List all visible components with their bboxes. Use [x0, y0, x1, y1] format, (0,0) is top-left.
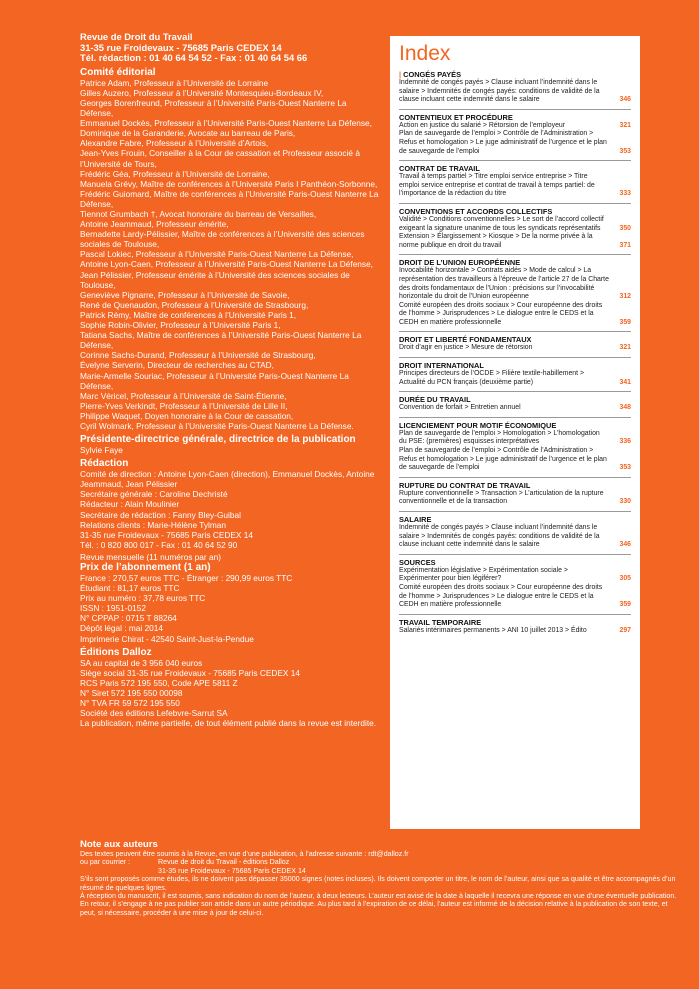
index-entry: [399, 627, 631, 636]
index-entry-text: Action en justice du salarié > Rétorsion de l’employeur: [399, 121, 566, 129]
redaction-list: [80, 469, 380, 550]
comite-member: Marie-Armelle Souriac, Professeur à l’Université Paris-Ouest Nanterre La Défense,: [80, 370, 349, 391]
courier-line: Revue de droit du Travail - éditions Dalloz: [158, 858, 290, 867]
courier-line: 31-35 rue Froidevaux - 75685 Paris CEDEX 14: [158, 866, 306, 875]
index-entry-text: Plan de sauvegarde de l’emploi > Contrôle de l’Administration > Refus et homologation > Le juge administratif de l’urgence et le plan de sauvegarde de l’emploi: [399, 447, 607, 472]
abonnement-heading: Prix de l’abonnement (1 an): [80, 562, 211, 573]
editions-line: RCS Paris 572 195 550, Code APE 5811 Z: [80, 677, 238, 688]
index-section-title: [399, 481, 631, 490]
editions-line: Siège social 31-35 rue Froidevaux - 75685 Paris CEDEX 14: [80, 667, 300, 678]
index-entry-page: 346: [619, 96, 631, 104]
comite-member: René de Quenaudon, Professeur à l’Université de Strasbourg,: [80, 299, 309, 310]
comite-member: Frédéric Géa, Professeur à l’Université de Lorraine,: [80, 168, 270, 179]
index-section-title-text: CONGÉS PAYÉS: [403, 70, 462, 79]
comite-member: Patrick Rémy, Maître de conférences à l’Université Paris 1,: [80, 309, 297, 320]
index-entry-page: 359: [619, 318, 631, 326]
abonnement-line: ISSN : 1951-0152: [80, 603, 146, 614]
index-entry-text: Validité > Conditions conventionnelles > Le sort de l’accord collectif exigeant la signature unanime de tous les syndicats représentatifs: [399, 215, 604, 232]
comite-member: Bernadette Lardy-Pélissier, Maître de conférences à l’Université des sciences sociales de Toulouse,: [80, 229, 365, 250]
index-section-title: [399, 258, 631, 267]
comite-member: Jean-Yves Frouin, Conseiller à la Cour de cassation et Professeur associé à l’Université de Tours,: [80, 148, 360, 169]
comite-member: Marc Véricel, Professeur à l’Université de Saint-Étienne,: [80, 390, 287, 401]
index-title: Index: [399, 42, 451, 65]
index-entry: [399, 173, 631, 199]
editions-list: [80, 658, 380, 729]
index-entry-text: Comité européen des droits sociaux > Cour européenne des droits de l’homme > Jurisprudences > Le dialogue entre le CEDS et la CEDH en matière professionnelle: [399, 301, 603, 326]
index-section-title-text: CONVENTIONS ET ACCORDS COLLECTIFS: [399, 206, 553, 216]
redaction-line: Comité de direction : Antoine Lyon-Caen (direction), Emmanuel Dockès, Antoine Jeammaud, Jean Pélissier: [80, 469, 375, 490]
index-entry-page: 305: [619, 575, 631, 583]
comite-heading: Comité éditorial: [80, 66, 156, 78]
abonnement-line: Prix au numéro : 37,78 euros TTC: [80, 593, 206, 604]
index-entry-page: 336: [619, 438, 631, 446]
comite-list: [80, 78, 380, 431]
editions-heading: Éditions Dalloz: [80, 646, 152, 658]
index-section-title-text: CONTENTIEUX ET PROCÉDURE: [399, 112, 513, 122]
index-section: [399, 160, 631, 199]
index-section-title-text: DURÉE DU TRAVAIL: [399, 395, 471, 405]
comite-member: Antoine Lyon-Caen, Professeur à l’Université Paris-Ouest Nanterre La Défense,: [80, 259, 373, 270]
index-section-title-text: CONTRAT DE TRAVAIL: [399, 164, 480, 174]
comite-member: Dominique de la Garanderie, Avocate au barreau de Paris,: [80, 128, 296, 139]
index-section: [399, 203, 631, 250]
index-entry-page: 333: [619, 190, 631, 198]
index-section-title: [399, 515, 631, 524]
index-entry-page: 353: [619, 147, 631, 155]
courier-label: ou par courrier :: [80, 858, 131, 867]
colophon: [80, 32, 380, 728]
index-section-title: [399, 70, 631, 79]
notes-courier: [80, 858, 680, 875]
comite-member: Frédéric Guiomard, Maître de conférences à l’Université Paris-Ouest Nanterre La Défense,: [80, 188, 379, 209]
index-entry: [399, 584, 631, 610]
index-section-title: [399, 395, 631, 404]
abonnement-line: France : 270,57 euros TTC - Étranger : 290,99 euros TTC: [80, 573, 293, 583]
comite-member: Emmanuel Dockès, Professeur à l’Université Paris-Ouest Nanterre La Défense,: [80, 118, 372, 129]
index-section: [399, 391, 631, 413]
index-section-title: [399, 558, 631, 567]
index-section-title-text: LICENCIEMENT POUR MOTIF ÉCONOMIQUE: [399, 420, 557, 430]
index-entry: [399, 130, 631, 156]
index-entry: [399, 524, 631, 550]
comite-member: Geneviève Pignarre, Professeur à l’Université de Savoie,: [80, 289, 290, 300]
comite-member: Évelyne Serverin, Directeur de recherches au CTAD,: [80, 360, 274, 371]
index-section-title: [399, 335, 631, 344]
editions-line: Société des éditions Lefebvre-Sarrut SA: [80, 708, 228, 719]
redaction-line: Relations clients : Marie-Hélène Tylman: [80, 519, 227, 530]
redaction-line: Rédacteur : Alain Moulinier: [80, 499, 180, 510]
index-section-title-text: DROIT DE L’UNION EUROPÉENNE: [399, 258, 521, 268]
abonnement-line: Dépôt légal : mai 2014: [80, 623, 164, 634]
index-entry: [399, 344, 631, 353]
comite-member: Philippe Waquet, Doyen honoraire à la Cour de cassation,: [80, 410, 294, 421]
abonnement-list: [80, 573, 380, 644]
index-entry: [399, 302, 631, 328]
editions-line: SA au capital de 3 956 040 euros: [80, 657, 203, 668]
index-section-title-text: SALAIRE: [399, 515, 432, 524]
index-entry-page: 297: [619, 626, 631, 634]
redaction-heading: Rédaction: [80, 458, 129, 470]
index-section-title: [399, 113, 631, 122]
comite-member: Tatiana Sachs, Maître de conférences à l’Université Paris-Ouest Nanterre La Défense,: [80, 330, 362, 351]
index-sections: [399, 70, 631, 635]
notes-para-2: À réception du manuscrit, il est soumis, sans indication du nom de l’auteur, à deux lecteurs. L’auteur est avisé de la date à laquelle il recevra une réponse en vue d’une éventuelle publication. En retour, il s’engage à ne pas publier son article dans un autre périodique. Au plus tard à l’expiration de ce délai, l’auteur est informé de la décision relative à la publication de son texte, et peut, si nécessaire, procéder à une mise à jour de celui-ci.: [80, 892, 677, 917]
comite-member: Corinne Sachs-Durand, Professeur à l’Université de Strasbourg,: [80, 350, 316, 361]
index-section-title-text: TRAVAIL TEMPORAIRE: [399, 617, 482, 627]
comite-member: Antoine Jeammaud, Professeur émérite,: [80, 219, 229, 230]
index-entry-page: 350: [619, 224, 631, 232]
index-entry: [399, 490, 631, 507]
masthead-phone: Tél. rédaction : 01 40 64 54 52 - Fax : 01 40 64 54 66: [80, 52, 308, 64]
presidente-heading: Présidente-directrice générale, directrice de la publication: [80, 434, 356, 446]
index-marker-icon: |: [399, 70, 404, 79]
abonnement-line: N° CPPAP : 0715 T 88264: [80, 613, 177, 624]
index-entry-text: Salariés intérimaires permanents > ANI 10 juillet 2013 > Édito: [399, 626, 587, 634]
abonnement-line: Étudiant : 81,17 euros TTC: [80, 583, 180, 594]
index-entry-text: Convention de forfait > Entretien annuel: [399, 404, 521, 412]
abonnement-intro: Revue mensuelle (11 numéros par an): [80, 551, 221, 562]
index-section-title: [399, 421, 631, 430]
index-entry-page: 346: [619, 541, 631, 549]
index-entry-page: 359: [619, 601, 631, 609]
note-aux-auteurs: [80, 839, 680, 917]
index-entry: [399, 122, 631, 131]
index-entry: [399, 79, 631, 105]
index-section-title: [399, 618, 631, 627]
index-entry-text: Plan de sauvegarde de l’emploi > Contrôle de l’Administration > Refus et homologation > Le juge administratif de l’urgence et le plan de sauvegarde de l’emploi: [399, 130, 607, 155]
comite-member: Sophie Robin-Olivier, Professeur à l’Université Paris 1,: [80, 320, 281, 331]
comite-member: Alexandre Fabre, Professeur à l’Université d’Artois,: [80, 138, 269, 149]
index-entry-text: Indemnité de congés payés > Clause incluant l’indemnité dans le salaire > Indemnités de congés payés: conditions de validité de la clause incluant cette indemnité dans le salaire: [399, 524, 600, 549]
comite-member: Patrice Adam, Professeur à l’Université de Lorraine: [80, 77, 269, 88]
redaction-line: 31-35 rue Froidevaux - 75685 Paris CEDEX 14: [80, 529, 253, 540]
index-entry-text: Principes directeurs de l’OCDE > Filière textile-habillement > Actualité du PCN français (deuxième partie): [399, 370, 584, 386]
masthead-title: Revue de Droit du Travail: [80, 31, 193, 42]
index-section: [399, 331, 631, 353]
abonnement-line: Imprimerie Chirat - 42540 Saint-Just-la-Pendue: [80, 633, 254, 644]
index-entry: [399, 447, 631, 473]
index-section: [399, 554, 631, 610]
index-entry-text: Extension > Élargissement > Kiosque > De la norme privée à la norme publique en droit du travail: [399, 233, 593, 249]
editions-line: La publication, même partielle, de tout élément publié dans la revue est interdite.: [80, 718, 377, 729]
comite-member: Pascal Lokiec, Professeur à l’Université Paris-Ouest Nanterre La Défense,: [80, 249, 354, 260]
index-section: [399, 511, 631, 550]
index-entry: [399, 267, 631, 301]
comite-member: Tiennot Grumbach †, Avocat honoraire du barreau de Versailles,: [80, 209, 317, 219]
redaction-line: Secrétaire de rédaction : Fanny Bley-Guibal: [80, 509, 241, 520]
index-entry-page: 341: [619, 378, 631, 386]
editions-line: N° TVA FR 59 572 195 550: [80, 698, 180, 709]
index-section: [399, 357, 631, 387]
index-section: [399, 70, 631, 105]
index-panel: [390, 36, 640, 829]
index-entry-page: 353: [619, 464, 631, 472]
index-section: [399, 254, 631, 327]
index-section-title: [399, 361, 631, 370]
comite-member: Georges Borenfreund, Professeur à l’Université Paris-Ouest Nanterre La Défense,: [80, 97, 347, 119]
index-entry-text: Plan de sauvegarde de l’emploi > Homologation > L’homologation du PSE: (premières) esquisses interprétatives: [399, 429, 600, 446]
index-entry-page: 312: [619, 293, 631, 301]
index-entry-text: Indemnité de congés payés > Clause incluant l’indemnité dans le salaire > Indemnités de congés payés: conditions de validité de la clause incluant cette indemnité dans le salaire: [399, 79, 600, 104]
notes-heading: Note aux auteurs: [80, 839, 158, 850]
index-entry-page: 321: [619, 344, 631, 352]
index-entry-text: Rupture conventionnelle > Transaction > L’articulation de la rupture conventionnelle et de la transaction: [399, 489, 604, 506]
index-entry: [399, 216, 631, 233]
index-section-title-text: DROIT INTERNATIONAL: [399, 361, 484, 371]
index-section: [399, 417, 631, 473]
presidente-name: Sylvie Faye: [80, 445, 123, 456]
redaction-line: Secrétaire générale : Caroline Dechristé: [80, 489, 228, 500]
index-entry-text: Invocabilité horizontale > Contrats aidés > Mode de calcul > La représentation des travailleurs à l’épreuve de l’article 27 de la Charte des droits fondamentaux de l’Union : précisions sur l’invocabilité horizontale du droit de l’Union européenne: [399, 267, 609, 301]
index-entry: [399, 370, 631, 387]
index-entry-page: 348: [619, 404, 631, 412]
index-section: [399, 109, 631, 156]
comite-member: Pierre-Yves Verkindt, Professeur à l’Université de Lille II,: [80, 400, 288, 411]
redaction-line: Tél. : 0 820 800 017 - Fax : 01 40 64 52 90: [80, 539, 238, 550]
index-section-title-text: DROIT ET LIBERTÉ FONDAMENTAUX: [399, 335, 532, 345]
notes-intro: Des textes peuvent être soumis à la Revue, en vue d’une publication, à l’adresse suivante : rdt@dalloz.fr: [80, 850, 409, 858]
index-entry-text: Droit d’agir en justice > Mesure de rétorsion: [399, 344, 533, 352]
index-entry-text: Comité européen des droits sociaux > Cour européenne des droits de l’homme > Jurisprudences > Le dialogue entre le CEDS et la CEDH en matière professionnelle: [399, 583, 603, 609]
editions-line: N° Siret 572 195 550 00098: [80, 687, 183, 698]
index-section: [399, 477, 631, 507]
index-section-title: [399, 207, 631, 216]
index-entry-page: 330: [619, 498, 631, 506]
index-entry: [399, 567, 631, 584]
index-entry-page: 321: [619, 121, 631, 129]
index-section-title-text: RUPTURE DU CONTRAT DE TRAVAIL: [399, 480, 531, 490]
masthead-address: 31-35 rue Froidevaux - 75685 Paris CEDEX 14: [80, 41, 282, 53]
comite-member: Gilles Auzero, Professeur à l’Université Montesquieu-Bordeaux IV,: [80, 87, 324, 98]
index-entry: [399, 233, 631, 250]
index-entry-text: Expérimentation législative > Expérimentation sociale > Expérimenter pour bien légiférer?: [399, 566, 568, 583]
index-section-title: [399, 164, 631, 173]
index-entry-text: Travail à temps partiel > Titre emploi service entreprise > Titre emploi service entreprise et contrat de travail à temps partiel: de l’importance de la rédaction du titre: [399, 173, 595, 198]
comite-member: Manuela Grévy, Maître de conférences à l’Université Paris I Panthéon-Sorbonne,: [80, 178, 378, 189]
index-entry-page: 371: [619, 241, 631, 249]
comite-member: Cyril Wolmark, Professeur à l’Université Paris-Ouest Nanterre La Défense.: [80, 420, 354, 431]
comite-member: Jean Pélissier, Professeur émérite à l’Université des sciences sociales de Toulouse,: [80, 269, 350, 290]
notes-para-1: S’ils sont proposés comme études, ils ne doivent pas dépasser 35000 signes (notes incluses). Ils doivent comporter un titre, le nom de l’auteur, ainsi que sa qualité et être accompagnés d’un résumé de quelques lignes.: [80, 875, 676, 892]
index-entry: [399, 404, 631, 413]
index-entry: [399, 430, 631, 447]
index-section-title-text: SOURCES: [399, 557, 436, 567]
index-section: [399, 614, 631, 636]
